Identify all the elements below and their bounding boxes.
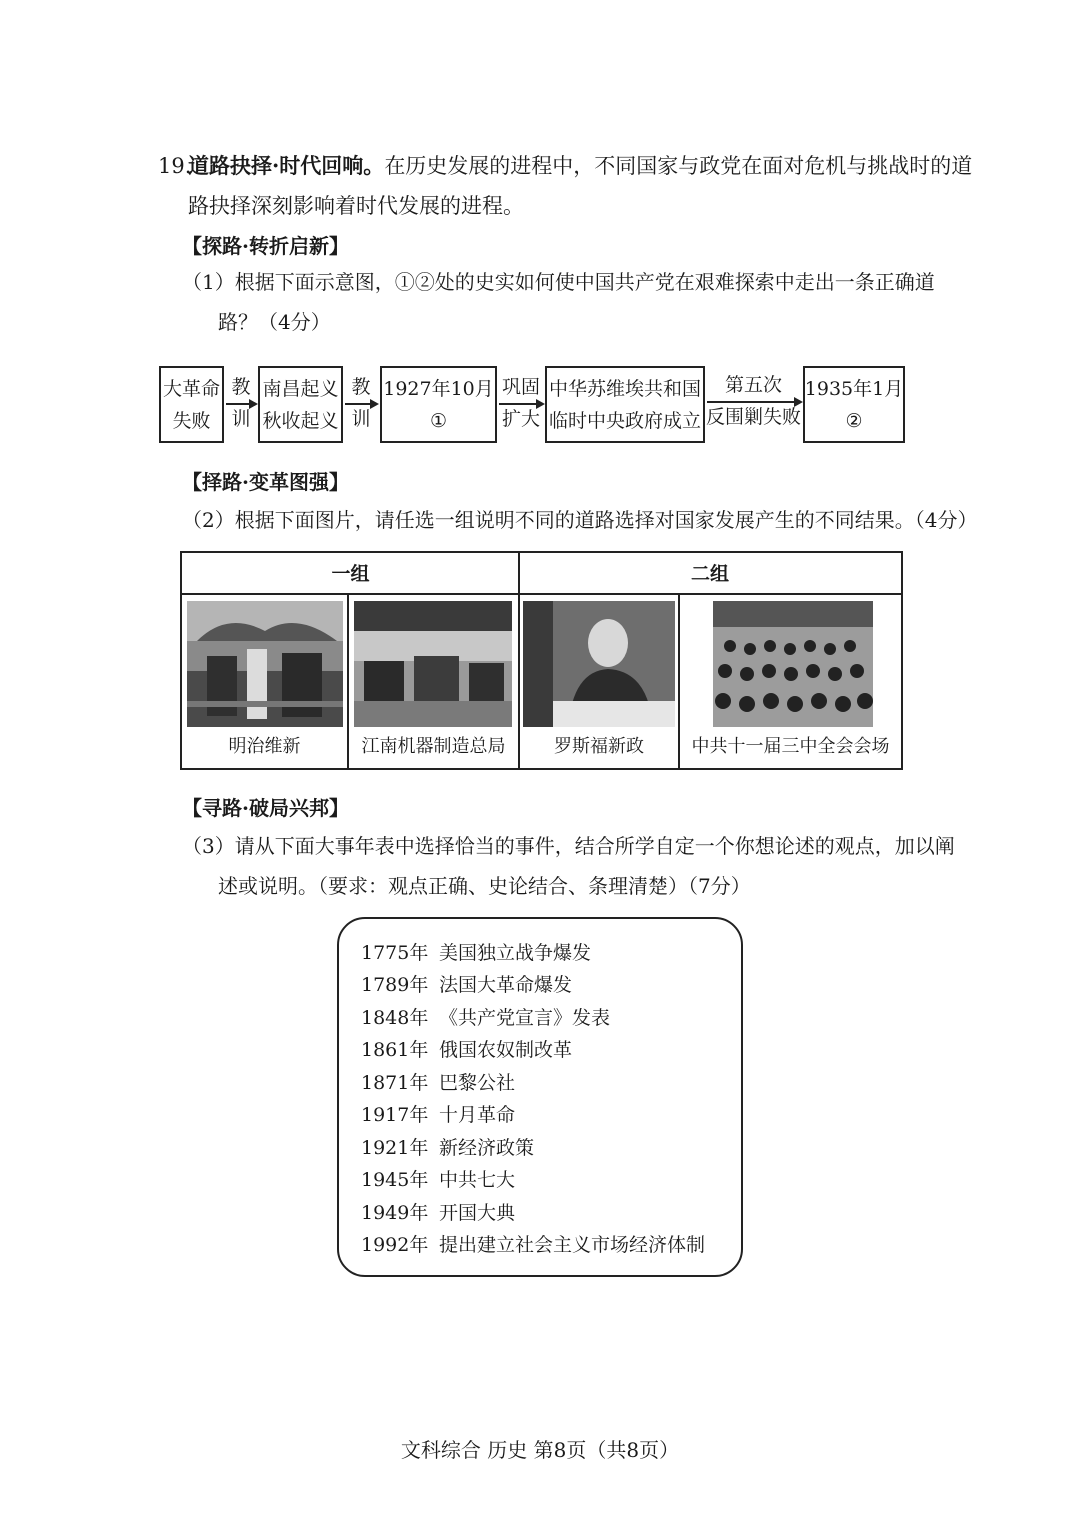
flow-box-1935 [803,366,905,443]
event-year: 1871年 [361,1072,429,1094]
question-intro-line-2: 路抉择深刻影响着时代发展的进程。 [188,194,524,218]
caption-jiangnan-arsenal: 江南机器制造总局 [361,736,506,757]
flow-box-1927 [380,366,497,443]
event-text: 新经济政策 [439,1137,535,1159]
event-row [361,937,591,969]
section-3-heading: 【寻路·破局兴邦】 [182,796,349,820]
flow-box-revolution-failure [159,366,224,443]
event-text: 《共产党宣言》发表 [439,1007,611,1029]
event-row [361,1197,515,1229]
event-year: 1921年 [361,1137,429,1159]
picture-table [180,551,903,770]
flow-box-text: 1927年10月 [383,377,494,400]
section-1-heading: 【探路·转折启新】 [182,234,349,258]
event-year: 1917年 [361,1104,429,1126]
section-1-question-line-2: 路？（4分） [218,310,331,334]
flow-arrow-label-bottom: 扩大 [501,408,540,430]
events-timeline-box [337,917,743,1277]
event-text: 开国大典 [439,1202,516,1224]
section-3-question-line-1: （3）请从下面大事年表中选择恰当的事件，结合所学自定一个你想论述的观点，加以阐 [182,834,955,858]
event-text: 巴黎公社 [439,1072,516,1094]
event-text: 俄国农奴制改革 [439,1039,573,1061]
flow-arrow [226,403,256,405]
meiji-restoration-photo [187,601,343,727]
flow-box-text: 秋收起义 [262,409,339,432]
flow-box-blank-1: ① [429,409,448,432]
flow-arrow-label-bottom: 反围剿失败 [705,406,801,428]
event-row [361,1229,705,1261]
caption-meiji-restoration: 明治维新 [228,736,301,757]
flow-box-blank-2: ② [845,409,863,432]
third-plenum-photo [685,601,897,727]
flow-arrow-label-top: 第五次 [724,374,782,396]
question-intro-line-1 [188,146,972,186]
event-row [361,1099,515,1131]
event-text: 提出建立社会主义市场经济体制 [439,1234,706,1256]
caption-third-plenum: 中共十一届三中全会会场 [691,736,890,757]
event-year: 1861年 [361,1039,429,1061]
event-row [361,1132,534,1164]
flow-arrow [345,403,377,405]
question-title: 道路抉择·时代回响。 [188,153,385,178]
event-row [361,969,572,1001]
event-row [361,1164,515,1196]
event-year: 1789年 [361,974,429,996]
event-text: 法国大革命爆发 [439,974,573,996]
flow-arrow-label-bottom: 训 [351,408,371,430]
flow-arrow-label-top: 教 [231,376,251,398]
question-number: 19. [158,154,192,178]
section-1-question-line-1: （1）根据下面示意图，①②处的史实如何使中国共产党在艰难探索中走出一条正确道 [182,270,935,294]
event-row [361,1034,572,1066]
event-text: 中共七大 [439,1169,516,1191]
section-2-heading: 【择路·变革图强】 [182,470,349,494]
section-3-question-line-2: 述或说明。（要求：观点正确、史论结合、条理清楚）（7分） [218,874,751,898]
flow-arrow-label-top: 巩固 [501,376,540,398]
flow-box-text: 失败 [172,409,211,432]
group-2-header: 二组 [519,553,901,595]
event-text: 十月革命 [439,1104,516,1126]
event-row [361,1002,610,1034]
event-year: 1848年 [361,1007,429,1029]
section-2-question-line-1: （2）根据下面图片，请任选一组说明不同的道路选择对国家发展产生的不同结果。（4分） [182,508,978,532]
event-year: 1945年 [361,1169,429,1191]
caption-roosevelt-new-deal: 罗斯福新政 [554,736,644,757]
flow-box-soviet-republic [545,366,705,443]
flow-box-text: 大革命 [162,377,220,400]
flow-box-uprisings [258,366,343,443]
event-year: 1775年 [361,942,429,964]
jiangnan-arsenal-photo [354,601,512,727]
flow-arrow [707,401,801,403]
flow-arrow-label-top: 教 [351,376,371,398]
event-year: 1992年 [361,1234,429,1256]
event-text: 美国独立战争爆发 [439,942,592,964]
flow-arrow [499,403,543,405]
flow-box-text: 1935年1月 [804,377,904,400]
page-footer: 文科综合 历史 第8页（共8页） [400,1438,680,1462]
event-year: 1949年 [361,1202,429,1224]
flow-box-text: 中华苏维埃共和国 [548,377,701,400]
flow-box-text: 临时中央政府成立 [548,409,701,432]
question-intro-text: 在历史发展的进程中，不同国家与政党在面对危机与挑战时的道 [384,154,973,178]
flow-arrow-label-bottom: 训 [231,408,251,430]
group-1-header: 一组 [182,553,519,595]
roosevelt-new-deal-photo [523,601,675,727]
flow-box-text: 南昌起义 [262,377,339,400]
event-row [361,1067,515,1099]
